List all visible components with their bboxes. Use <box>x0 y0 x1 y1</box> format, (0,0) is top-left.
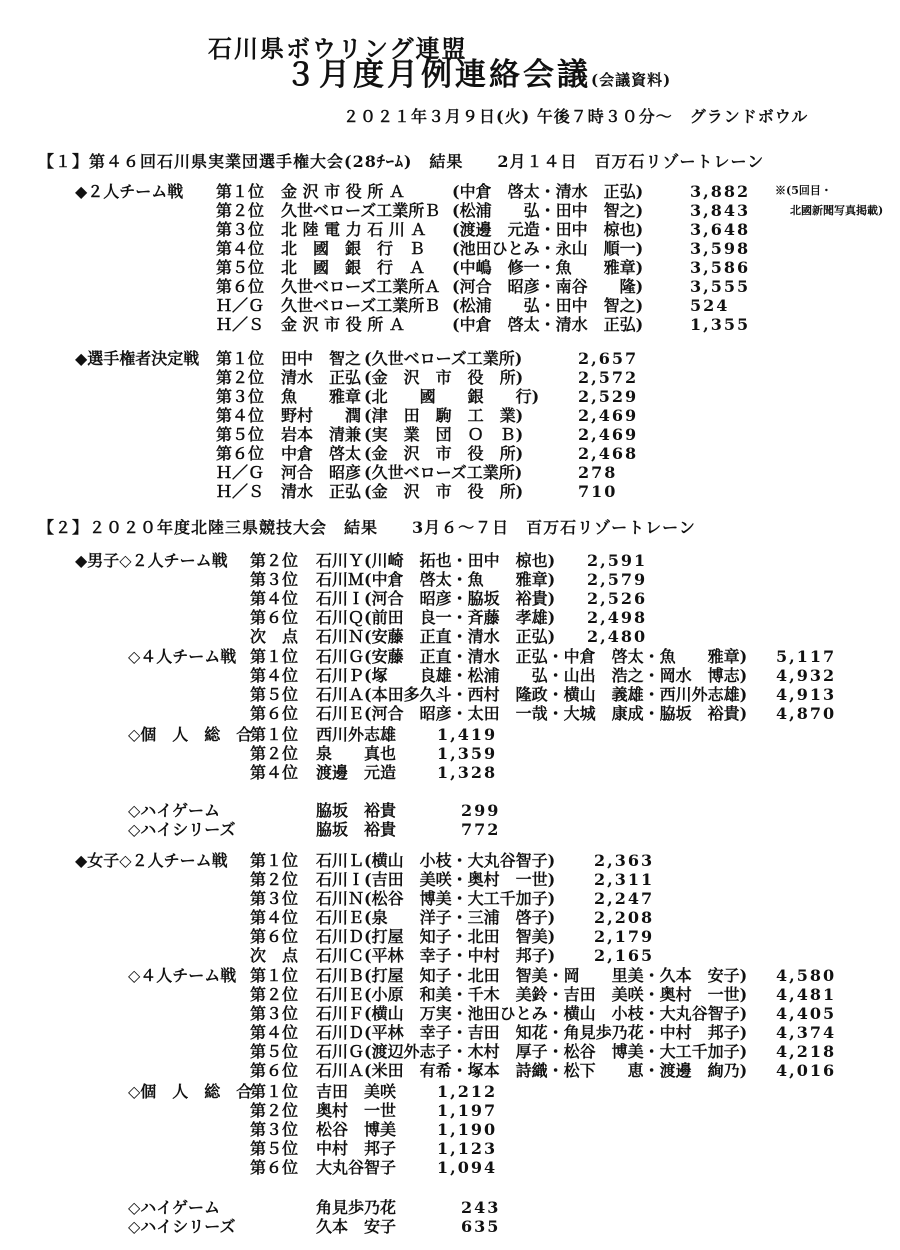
result-team: 金 沢 市 役 所 Ａ <box>281 315 405 334</box>
result-rank: Ｈ／Ｓ <box>216 315 265 334</box>
result-score: 2,468 <box>578 444 639 463</box>
result-rank: 第４位 <box>216 239 265 258</box>
result-team: 石川Ｐ(塚 良雄・松浦 弘・山出 浩之・岡水 博志) <box>316 666 748 685</box>
player-name: 岩本 清兼 <box>281 425 362 444</box>
result-score: 4,405 <box>776 1004 837 1023</box>
result-team: 石川Ｇ(安藤 正直・清水 正弘・中倉 啓太・魚 雅章) <box>316 647 748 666</box>
player-team: (津 田 駒 工 業) <box>364 406 524 425</box>
result-score: 2,208 <box>594 908 655 927</box>
result-score: 3,843 <box>690 201 751 220</box>
player-team: (金 沢 市 役 所) <box>364 444 524 463</box>
result-players: (中倉 啓太・清水 正弘) <box>452 182 644 201</box>
result-score: 710 <box>578 482 618 501</box>
result-team: 石川Ｇ(渡辺外志子・木村 厚子・松谷 博美・大工千加子) <box>316 1042 748 1061</box>
result-score: 2,179 <box>594 927 655 946</box>
result-score: 2,498 <box>587 608 648 627</box>
player-team: (金 沢 市 役 所) <box>364 482 524 501</box>
player-name: 中村 邦子 <box>316 1139 397 1158</box>
result-team: 石川Ｌ(横山 小枝・大丸谷智子) <box>316 851 556 870</box>
result-rank: 第３位 <box>216 387 265 406</box>
result-team: 石川Ｄ(平林 幸子・吉田 知花・角見歩乃花・中村 邦子) <box>316 1023 748 1042</box>
result-score: 3,648 <box>690 220 751 239</box>
result-rank: 第３位 <box>250 570 299 589</box>
champ-label: ◆選手権者決定戦 <box>75 349 200 368</box>
result-score: 4,870 <box>776 704 837 723</box>
result-score: 1,328 <box>437 763 498 782</box>
result-rank: 第１位 <box>250 647 299 666</box>
result-score: 278 <box>578 463 618 482</box>
men-high-game-score: 299 <box>461 801 501 820</box>
result-rank: 第３位 <box>250 1120 299 1139</box>
result-team: 石川Ｅ(河合 昭彦・太田 一哉・大城 康成・脇坂 裕貴) <box>316 704 748 723</box>
result-rank: 第６位 <box>250 608 299 627</box>
player-name: 田中 智之 <box>281 349 362 368</box>
result-team: 北 陸 電 力 石 川 Ａ <box>281 220 427 239</box>
result-team: 石川Ｄ(打屋 知子・北田 智美) <box>316 927 556 946</box>
result-rank: 第５位 <box>216 425 265 444</box>
men-team4-label: ◇４人チーム戦 <box>128 647 237 666</box>
result-rank: 第２位 <box>250 985 299 1004</box>
result-score: 4,481 <box>776 985 837 1004</box>
result-rank: 第１位 <box>250 1082 299 1101</box>
result-rank: 第２位 <box>250 744 299 763</box>
player-team: (金 沢 市 役 所) <box>364 368 524 387</box>
result-score: 1,190 <box>437 1120 498 1139</box>
result-rank: 第５位 <box>216 258 265 277</box>
women-high-series-score: 635 <box>461 1217 501 1236</box>
player-name: 奥村 一世 <box>316 1101 397 1120</box>
result-score: 1,359 <box>437 744 498 763</box>
result-team: 石川Ｉ(河合 昭彦・脇坂 裕貴) <box>316 589 556 608</box>
player-team: (北 國 銀 行) <box>364 387 540 406</box>
result-rank: 第５位 <box>250 685 299 704</box>
result-rank: 次 点 <box>250 627 299 646</box>
player-team: (実 業 団 Ｏ Ｂ) <box>364 425 524 444</box>
result-rank: 第２位 <box>250 1101 299 1120</box>
result-rank: 第３位 <box>250 1004 299 1023</box>
section-1-heading: 【１】第４６回石川県実業団選手権大会(28ﾁｰﾑ) 結果 2月１４日 百万石リゾートレーン <box>38 152 765 171</box>
player-name: 松谷 博美 <box>316 1120 397 1139</box>
result-rank: 第４位 <box>250 763 299 782</box>
result-rank: 第４位 <box>250 666 299 685</box>
result-team: 石川Ａ(本田多久斗・西村 隆政・横山 義雄・西川外志雄) <box>316 685 748 704</box>
result-score: 1,355 <box>690 315 751 334</box>
team2-label: ◆２人チーム戦 <box>75 182 184 201</box>
result-score: 4,374 <box>776 1023 837 1042</box>
document-title <box>285 57 672 93</box>
result-team: 石川Ｎ(松谷 博美・大工千加子) <box>316 889 556 908</box>
result-rank: 第１位 <box>250 725 299 744</box>
player-name: 清水 正弘 <box>281 368 362 387</box>
men-high-series-name: 脇坂 裕貴 <box>316 820 397 839</box>
result-team: 石川Ｍ(中倉 啓太・魚 雅章) <box>316 570 556 589</box>
player-name: 野村 潤 <box>281 406 362 425</box>
player-name: 清水 正弘 <box>281 482 362 501</box>
result-score: 4,932 <box>776 666 837 685</box>
result-team: 久世ベローズ工業所Ａ <box>281 277 441 296</box>
men-high-series-score: 772 <box>461 820 501 839</box>
women-team4-label: ◇４人チーム戦 <box>128 966 237 985</box>
result-rank: 第６位 <box>250 927 299 946</box>
result-team: 北 國 銀 行 Ａ <box>281 258 426 277</box>
result-rank: 第６位 <box>250 704 299 723</box>
result-score: 2,247 <box>594 889 655 908</box>
women-team2-label: ◆女子◇２人チーム戦 <box>75 851 228 870</box>
result-rank: 第２位 <box>216 368 265 387</box>
result-team: 石川Ｅ(泉 洋子・三浦 啓子) <box>316 908 556 927</box>
men-team2-label: ◆男子◇２人チーム戦 <box>75 551 228 570</box>
result-team: 石川Ｑ(前田 良一・斉藤 孝雄) <box>316 608 556 627</box>
result-rank: 第１位 <box>216 182 265 201</box>
result-rank: Ｈ／Ｇ <box>216 463 265 482</box>
result-score: 3,882 <box>690 182 751 201</box>
result-score: 1,094 <box>437 1158 498 1177</box>
photo-note-1: ※(5回目・ <box>775 184 832 197</box>
result-rank: 第１位 <box>250 851 299 870</box>
result-score: 2,657 <box>578 349 639 368</box>
result-team: 北 國 銀 行 Ｂ <box>281 239 426 258</box>
result-score: 2,579 <box>587 570 648 589</box>
section-2-heading: 【２】２０２０年度北陸三県競技大会 結果 3月６〜７日 百万石リゾートレーン <box>38 518 696 537</box>
player-name: 泉 真也 <box>316 744 397 763</box>
result-rank: 第３位 <box>250 889 299 908</box>
result-rank: 第４位 <box>250 908 299 927</box>
result-rank: 第４位 <box>216 406 265 425</box>
women-high-game-name: 角見歩乃花 <box>316 1198 397 1217</box>
result-players: (渡邊 元造・田中 椋也) <box>452 220 644 239</box>
women-high-series-label: ◇ハイシリーズ <box>128 1217 236 1236</box>
result-rank: 第２位 <box>250 870 299 889</box>
result-team: 石川Ｆ(横山 万実・池田ひとみ・横山 小枝・大丸谷智子) <box>316 1004 748 1023</box>
result-rank: 第３位 <box>216 220 265 239</box>
result-rank: 第６位 <box>250 1061 299 1080</box>
result-rank: Ｈ／Ｓ <box>216 482 265 501</box>
result-score: 2,311 <box>594 870 655 889</box>
result-players: (池田ひとみ・永山 順一) <box>452 239 644 258</box>
result-score: 4,218 <box>776 1042 837 1061</box>
player-name: 渡邊 元造 <box>316 763 397 782</box>
result-rank: Ｈ／Ｇ <box>216 296 265 315</box>
result-score: 1,212 <box>437 1082 498 1101</box>
result-score: 2,469 <box>578 406 639 425</box>
result-rank: 第４位 <box>250 1023 299 1042</box>
photo-note-2: 北國新聞写真掲載) <box>790 204 884 217</box>
result-team: 石川Ｂ(打屋 知子・北田 智美・岡 里美・久本 安子) <box>316 966 748 985</box>
player-name: 魚 雅章 <box>281 387 362 406</box>
result-score: 2,591 <box>587 551 648 570</box>
result-team: 金 沢 市 役 所 Ａ <box>281 182 405 201</box>
result-team: 久世ベローズ工業所Ｂ <box>281 201 441 220</box>
women-high-series-name: 久本 安子 <box>316 1217 397 1236</box>
result-team: 石川Ｙ(川崎 拓也・田中 椋也) <box>316 551 556 570</box>
result-team: 石川Ｉ(吉田 美咲・奥村 一世) <box>316 870 556 889</box>
result-rank: 第２位 <box>216 201 265 220</box>
result-score: 2,165 <box>594 946 655 965</box>
result-team: 石川Ａ(米田 有希・塚本 詩織・松下 恵・渡邊 絢乃) <box>316 1061 748 1080</box>
result-team: 久世ベローズ工業所Ｂ <box>281 296 441 315</box>
result-players: (松浦 弘・田中 智之) <box>452 201 644 220</box>
player-team: (久世ベローズ工業所) <box>364 463 523 482</box>
result-rank: 第１位 <box>216 349 265 368</box>
player-name: 西川外志雄 <box>316 725 397 744</box>
result-score: 4,016 <box>776 1061 837 1080</box>
men-indiv-label: ◇個 人 総 合 <box>128 725 253 744</box>
organization-name: 石川県ボウリング連盟 <box>208 34 468 63</box>
player-team: (久世ベローズ工業所) <box>364 349 523 368</box>
player-name: 吉田 美咲 <box>316 1082 397 1101</box>
result-score: 3,598 <box>690 239 751 258</box>
result-rank: 第４位 <box>250 589 299 608</box>
result-score: 1,197 <box>437 1101 498 1120</box>
men-high-game-label: ◇ハイゲーム <box>128 801 220 820</box>
result-score: 2,529 <box>578 387 639 406</box>
result-team: 石川Ｅ(小原 和美・千木 美鈴・吉田 美咲・奥村 一世) <box>316 985 748 1004</box>
result-score: 2,526 <box>587 589 648 608</box>
player-name: 大丸谷智子 <box>316 1158 397 1177</box>
women-indiv-label: ◇個 人 総 合 <box>128 1082 253 1101</box>
result-rank: 第２位 <box>250 551 299 570</box>
result-score: 2,572 <box>578 368 639 387</box>
result-score: 2,363 <box>594 851 655 870</box>
result-players: (河合 昭彦・南谷 隆) <box>452 277 644 296</box>
result-score: 1,123 <box>437 1139 498 1158</box>
result-score: 3,586 <box>690 258 751 277</box>
result-team: 石川Ｃ(平林 幸子・中村 邦子) <box>316 946 556 965</box>
result-score: 5,117 <box>776 647 837 666</box>
result-players: (中嶋 修一・魚 雅章) <box>452 258 644 277</box>
women-high-game-label: ◇ハイゲーム <box>128 1198 220 1217</box>
title-note: (会議資料) <box>591 71 672 89</box>
result-rank: 第５位 <box>250 1042 299 1061</box>
men-high-series-label: ◇ハイシリーズ <box>128 820 236 839</box>
result-score: 4,580 <box>776 966 837 985</box>
player-name: 中倉 啓太 <box>281 444 362 463</box>
result-rank: 第１位 <box>250 966 299 985</box>
meeting-dateline: ２０２１年３月９日(火) 午後７時３０分〜 グランドボウル <box>343 107 809 126</box>
result-rank: 第６位 <box>250 1158 299 1177</box>
result-score: 2,469 <box>578 425 639 444</box>
result-rank: 第５位 <box>250 1139 299 1158</box>
result-score: 3,555 <box>690 277 751 296</box>
result-team: 石川Ｎ(安藤 正直・清水 正弘) <box>316 627 556 646</box>
result-rank: 第６位 <box>216 277 265 296</box>
result-score: 1,419 <box>437 725 498 744</box>
result-rank: 第６位 <box>216 444 265 463</box>
result-score: 524 <box>690 296 730 315</box>
result-score: 4,913 <box>776 685 837 704</box>
result-players: (中倉 啓太・清水 正弘) <box>452 315 644 334</box>
player-name: 河合 昭彦 <box>281 463 362 482</box>
title-text: ３月度月例連絡会議 <box>285 57 591 93</box>
men-high-game-name: 脇坂 裕貴 <box>316 801 397 820</box>
result-rank: 次 点 <box>250 946 299 965</box>
women-high-game-score: 243 <box>461 1198 501 1217</box>
result-players: (松浦 弘・田中 智之) <box>452 296 644 315</box>
result-score: 2,480 <box>587 627 648 646</box>
